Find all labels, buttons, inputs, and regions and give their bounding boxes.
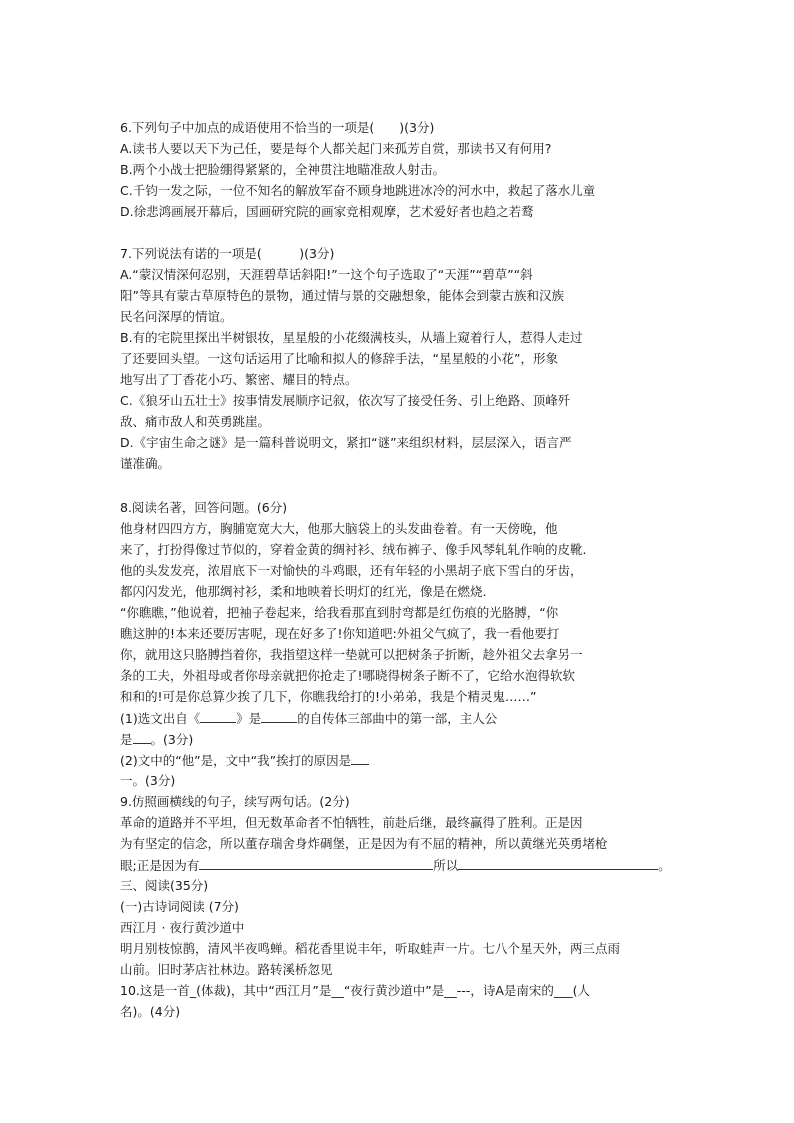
q8-passage-line: 和和的!可是你总算少挨了几下，你瞧我给打的!小弟弟，我是个精灵鬼……” — [120, 689, 537, 704]
q6-option-d: D.徐悲鸿画展开幕后，国画研究院的画家竞相观摩，艺术爱好者也趋之若鹜 — [120, 204, 534, 219]
q8-s2-text: (2)文中的“他”是，文中“我”挨打的原因是 — [120, 753, 352, 768]
q8-title: 8.阅读名著，回答问题。(6分) — [120, 500, 288, 515]
section-heading: 三、阅读(35分) — [120, 878, 209, 893]
q7-option-b-line1: B.有的宅院里探出半树银妆，星星般的小花缀满枝头，从墙上窥着行人，惹得人走过 — [120, 330, 583, 345]
q9-title: 9.仿照画横线的句子，续写两句话。(2分) — [120, 794, 350, 809]
q10-line-1: 10.这是一首_(体裁)，其中“西江月”是__“夜行黄沙道中”是__---，诗A是南宋的___(人 — [120, 983, 590, 998]
q9-blank-2[interactable] — [458, 855, 658, 870]
q10-line-2: 名)。(4分) — [120, 1004, 181, 1019]
q9-fill-line — [120, 855, 671, 876]
q7-option-b-line2: 了还要回头望。一这句话运用了比喻和拟人的修辞手法，“星星般的小花”，形象 — [120, 351, 558, 366]
q7-option-b-line3: 地写出了丁香花小巧、繁密、耀目的特点。 — [120, 372, 358, 387]
q8-s1-mid: 》是 — [236, 711, 262, 726]
poem-line: 明月别枝惊鹊，清风半夜鸣蝉。稻花香里说丰年，听取蛙声一片。七八个星天外，两三点雨 — [120, 941, 621, 956]
q8-subquestion-1 — [120, 708, 497, 729]
q7-title: 7.下列说法有诺的一项是( )(3分) — [120, 246, 335, 261]
q7-option-d-line2: 谨准确。 — [120, 456, 171, 471]
subsection-heading: (一)古诗词阅读 (7分) — [120, 899, 239, 914]
book-title-blank[interactable] — [200, 708, 236, 723]
q9-passage-line: 革命的道路并不平坦，但无数革命者不怕牺牲，前赴后继，最终赢得了胜利。正是因 — [120, 815, 583, 830]
q8-subquestion-2 — [120, 750, 369, 771]
q8-passage-line: 瞧这肿的!本来还要厉害呢，现在好多了!你知道吧:外祖父气疯了，我一看他要打 — [120, 626, 560, 641]
reason-blank[interactable] — [351, 750, 369, 765]
q9-passage-line: 为有坚定的信念，所以董存瑞舍身炸碉堡，正是因为有不屈的精神，所以黄继光英勇堵枪 — [120, 836, 608, 851]
q7-option-a-line1: A.“蒙汉情深何忍别，天涯碧草话斜阳!”一这个句子选取了“天涯”“碧草”“斜 — [120, 267, 533, 282]
q8-passage-line: 条的工夫，外祖母或者你母亲就把你抢走了!哪晓得树条子断不了，它给水泡得软软 — [120, 668, 576, 683]
q8-passage-line: 来了，打扮得像过节似的，穿着金黄的绸衬衫、绒布裤子、像手风琴轧轧作响的皮靴. — [120, 542, 587, 557]
q9-mid: 所以 — [433, 858, 459, 873]
q8-passage-line: 他身材四四方方，胸脯宽宽大大，他那大脑袋上的头发曲卷着。有一天傍晚，他 — [120, 521, 558, 536]
q8-passage-line: 他的头发发亮，浓眉底下一对愉快的斗鸡眼，还有年轻的小黑胡子底下雪白的牙齿， — [120, 563, 583, 578]
q7-option-d-line1: D.《宇宙生命之谜》是一篇科普说明文，紧扣“谜”来组织材料，层层深入，语言严 — [120, 435, 572, 450]
q7-option-a-line3: 民名问深厚的情谊。 — [120, 309, 233, 324]
q9-prefix: 眼;正是因为有 — [120, 858, 200, 873]
q9-end: 。 — [658, 858, 671, 873]
author-blank[interactable] — [261, 708, 297, 723]
q8-s1-shi: 是 — [120, 732, 133, 747]
q8-s1-suffix: 的自传体三部曲中的第一部，主人公 — [297, 711, 498, 726]
q9-blank-1[interactable] — [199, 855, 433, 870]
q8-subquestion-1-cont — [120, 729, 193, 750]
q8-passage-line: “你瞧瞧，”他说着，把袖子卷起来，给我看那直到肘弯都是红伤痕的光胳膊，“你 — [120, 605, 559, 620]
q6-option-b: B.两个小战士把脸绷得紧紧的，全神贯注地瞄准敌人射击。 — [120, 162, 446, 177]
q8-s1-prefix: (1)选文出自《 — [120, 711, 201, 726]
poem-line: 山前。旧时茅店社林边。路转溪桥忽见 — [120, 962, 333, 977]
q8-passage-line: 你，就用这只胳膊挡着你，我指望这样一垫就可以把树条子折断，趁外祖父去拿另一 — [120, 647, 583, 662]
q7-option-c-line2: 敌、痛市敌人和英勇跳崖。 — [120, 414, 271, 429]
poem-title: 西江月 · 夜行黄沙道中 — [120, 920, 245, 935]
protagonist-blank[interactable] — [133, 729, 151, 744]
q8-subquestion-2-cont: 一。(3分) — [120, 773, 176, 788]
q8-passage-line: 都闪闪发光，他那绸衬衫，柔和地映着长明灯的红光，像是在燃烧. — [120, 584, 487, 599]
q8-s1-score: 。(3分) — [150, 732, 194, 747]
q6-option-c: C.千钧一发之际，一位不知名的解放军奋不顾身地跳进冰冷的河水中，救起了落水儿童 — [120, 183, 596, 198]
q7-option-a-line2: 阳”等具有蒙古草原特色的景物，通过情与景的交融想象，能体会到蒙古族和汉族 — [120, 288, 564, 303]
q6-option-a: A.读书人要以天下为己任，要是每个人都关起门来孤芳自赏，那读书又有何用? — [120, 141, 552, 156]
q6-title: 6.下列句子中加点的成语使用不恰当的一项是( )(3分) — [120, 120, 435, 135]
q7-option-c-line1: C.《狼牙山五壮士》按事情发展顺序记叙，依次写了接受任务、引上绝路、顶峰歼 — [120, 393, 571, 408]
